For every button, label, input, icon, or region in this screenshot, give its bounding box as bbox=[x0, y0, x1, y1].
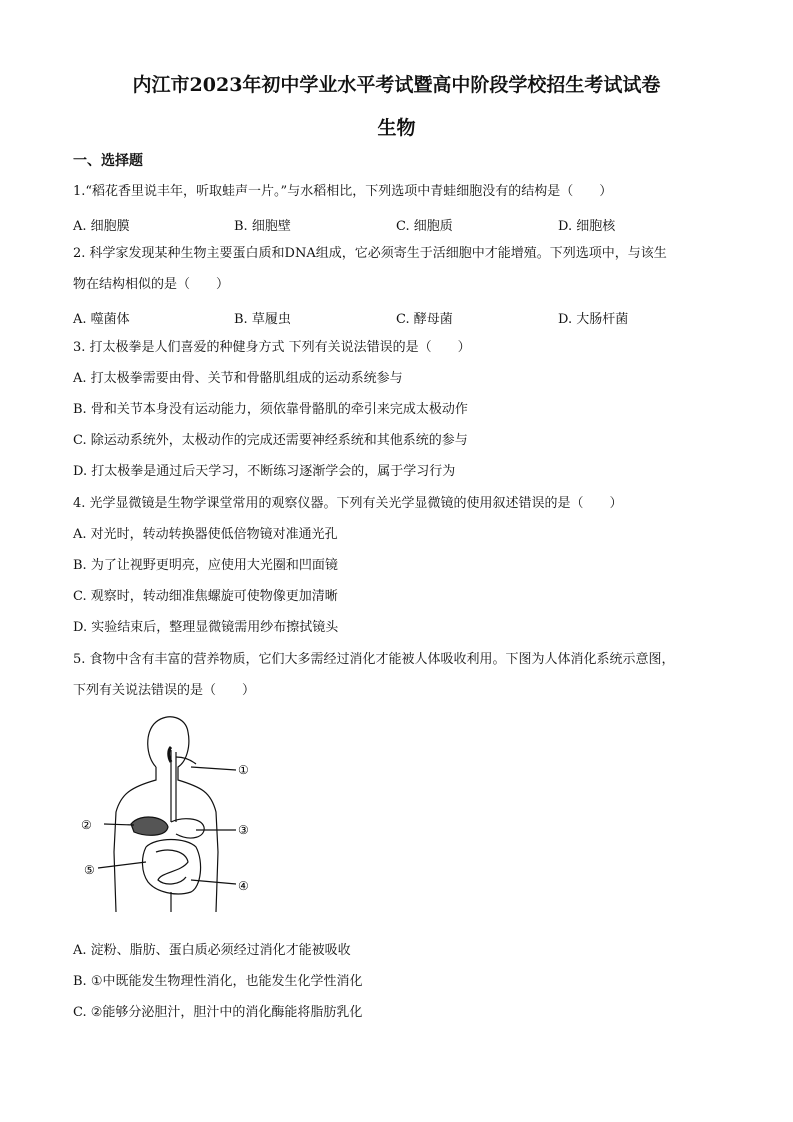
q5-option-a: A. 淀粉、脂肪、蛋白质必须经过消化才能被吸收 bbox=[73, 943, 351, 958]
q4-option-b: B. 为了让视野更明亮，应使用大光圈和凹面镜 bbox=[73, 558, 338, 573]
q5-option-c: C. ②能够分泌胆汁，胆汁中的消化酶能将脂肪乳化 bbox=[73, 1005, 363, 1020]
section-heading: 一、选择题 bbox=[73, 153, 143, 169]
q4-option-c: C. 观察时，转动细准焦螺旋可使物像更加清晰 bbox=[73, 589, 338, 604]
q3-option-c: C. 除运动系统外，太极动作的完成还需要神经系统和其他系统的参与 bbox=[73, 433, 468, 448]
q1-stem: 1.“稻花香里说丰年，听取蛙声一片。”与水稻相比，下列选项中青蛙细胞没有的结构是（ ） bbox=[73, 184, 613, 199]
q4-stem: 4. 光学显微镜是生物学课堂常用的观察仪器。下列有关光学显微镜的使用叙述错误的是（ ） bbox=[73, 496, 623, 511]
figure-label-3: ③ bbox=[238, 823, 249, 837]
q1-option-c: C. 细胞质 bbox=[396, 219, 453, 234]
figure-label-2: ② bbox=[81, 818, 92, 832]
exam-title: 内江市2023年初中学业水平考试暨高中阶段学校招生考试试卷 bbox=[132, 74, 661, 96]
q3-stem: 3. 打太极拳是人们喜爱的种健身方式 下列有关说法错误的是（ ） bbox=[73, 340, 471, 355]
q3-option-d: D. 打太极拳是通过后天学习，不断练习逐渐学会的，属于学习行为 bbox=[73, 464, 456, 479]
q2-option-b: B. 草履虫 bbox=[234, 312, 291, 327]
q4-option-d: D. 实验结束后，整理显微镜需用纱布擦拭镜头 bbox=[73, 620, 339, 635]
q1-option-d: D. 细胞核 bbox=[558, 219, 616, 234]
q5-stem-line2: 下列有关说法错误的是（ ） bbox=[73, 683, 256, 698]
digestive-system-diagram bbox=[76, 712, 276, 927]
q2-option-a: A. 噬菌体 bbox=[73, 312, 130, 327]
q2-option-d: D. 大肠杆菌 bbox=[558, 312, 629, 327]
q2-stem-line1: 2. 科学家发现某种生物主要蛋白质和DNA组成，它必须寄生于活细胞中才能增殖。下列选项中，与该生 bbox=[73, 246, 667, 261]
q3-option-a: A. 打太极拳需要由骨、关节和骨骼肌组成的运动系统参与 bbox=[73, 371, 403, 386]
figure-label-5: ⑤ bbox=[84, 863, 95, 877]
q1-option-a: A. 细胞膜 bbox=[73, 219, 130, 234]
q2-option-c: C. 酵母菌 bbox=[396, 312, 453, 327]
q4-option-a: A. 对光时，转动转换器使低倍物镜对准通光孔 bbox=[73, 527, 338, 542]
q1-option-b: B. 细胞壁 bbox=[234, 219, 291, 234]
q5-option-b: B. ①中既能发生物理性消化，也能发生化学性消化 bbox=[73, 974, 363, 989]
figure-label-1: ① bbox=[238, 763, 249, 777]
q3-option-b: B. 骨和关节本身没有运动能力，须依靠骨骼肌的牵引来完成太极动作 bbox=[73, 402, 468, 417]
q5-stem-line1: 5. 食物中含有丰富的营养物质，它们大多需经过消化才能被人体吸收利用。下图为人体消化系统示意图， bbox=[73, 652, 675, 667]
digestive-system-figure bbox=[76, 712, 276, 931]
subject-title: 生物 bbox=[377, 117, 416, 139]
figure-label-4: ④ bbox=[238, 879, 249, 893]
q2-stem-line2: 物在结构相似的是（ ） bbox=[73, 277, 230, 292]
